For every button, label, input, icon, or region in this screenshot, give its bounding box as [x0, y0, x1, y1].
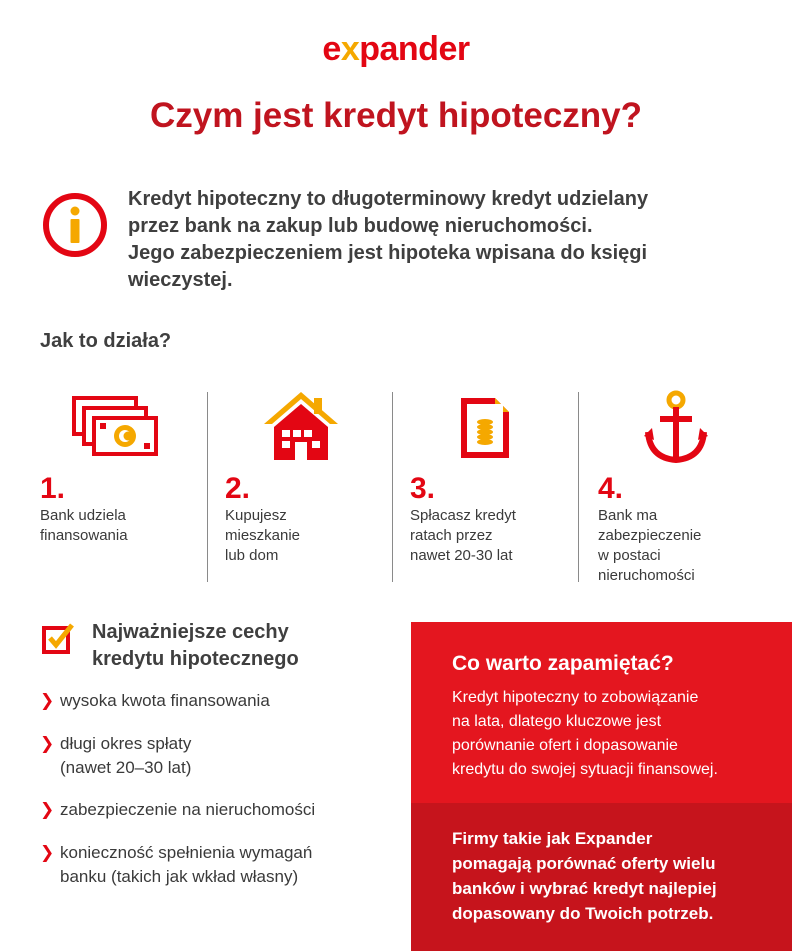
- features-heading-line: Najważniejsze cechy: [92, 621, 289, 643]
- step-text-line: Bank udziela: [40, 507, 126, 524]
- step-divider: [392, 392, 393, 582]
- step-divider: [578, 392, 579, 582]
- feature-item: [40, 798, 315, 822]
- feature-text: banku (takich jak wkład własny): [60, 867, 299, 886]
- remember-line: kredytu do swojej sytuacji finansowej.: [452, 761, 718, 778]
- chevron-right-icon: ❯: [40, 734, 55, 753]
- feature-item: [40, 841, 312, 889]
- money-icon: [72, 396, 160, 458]
- step-text-line: ratach przez: [410, 527, 493, 544]
- remember-text: [452, 686, 772, 782]
- info-icon: [42, 192, 108, 258]
- step-text: [225, 506, 385, 566]
- step-number: 4.: [598, 472, 624, 505]
- remember-line: Kredyt hipoteczny to zobowiązanie: [452, 689, 699, 706]
- feature-text: (nawet 20–30 lat): [60, 758, 192, 777]
- step-text-line: finansowania: [40, 527, 128, 544]
- remember-line: porównanie ofert i dopasowanie: [452, 737, 678, 754]
- feature-text: długi okres spłaty: [60, 734, 192, 753]
- step-text: [410, 506, 570, 566]
- chevron-right-icon: ❯: [40, 843, 55, 862]
- step-text-line: mieszkanie: [225, 527, 301, 544]
- step-number: 2.: [225, 472, 251, 505]
- expander-line: pomagają porównać oferty wielu: [452, 854, 716, 873]
- step-number: 3.: [410, 472, 436, 505]
- feature-item: [40, 732, 191, 780]
- chevron-right-icon: ❯: [40, 800, 55, 819]
- step-number: 1.: [40, 472, 66, 505]
- intro-line: Jego zabezpieczeniem jest hipoteka wpisana do księgi: [128, 242, 648, 264]
- intro-line: przez bank na zakup lub budowę nieruchomości.: [128, 215, 593, 237]
- step-divider: [207, 392, 208, 582]
- feature-text: wysoka kwota finansowania: [60, 691, 270, 710]
- step-text-line: lub dom: [225, 547, 279, 564]
- document-coins-icon: [459, 396, 511, 460]
- feature-text: konieczność spełnienia wymagań: [60, 843, 313, 862]
- checkbox-icon: [42, 622, 74, 654]
- page-title: Czym jest kredyt hipoteczny?: [149, 96, 643, 135]
- expander-text: [452, 826, 782, 926]
- expander-line: Firmy takie jak Expander: [452, 829, 653, 848]
- features-heading-line: kredytu hipotecznego: [92, 648, 299, 670]
- step-text: [40, 506, 200, 546]
- step-text-line: nawet 20-30 lat: [410, 547, 513, 564]
- remember-heading: Co warto zapamiętać?: [452, 652, 674, 675]
- step-text-line: w postaci: [598, 547, 661, 564]
- step-text-line: nieruchomości: [598, 567, 695, 584]
- anchor-icon: [644, 390, 708, 464]
- step-text-line: Bank ma: [598, 507, 658, 524]
- step-text-line: zabezpieczenie: [598, 527, 702, 544]
- logo-prefix: e: [322, 30, 341, 68]
- expander-logo: [0, 30, 792, 69]
- expander-line: banków i wybrać kredyt najlepiej: [452, 879, 717, 898]
- logo-x: x: [340, 30, 360, 68]
- step-text: [598, 506, 758, 586]
- intro-text: [128, 186, 778, 294]
- step-text-line: Spłacasz kredyt: [410, 507, 516, 524]
- chevron-right-icon: ❯: [40, 691, 55, 710]
- feature-item: [40, 689, 270, 713]
- intro-line: Kredyt hipoteczny to długoterminowy kredyt udzielany: [128, 188, 649, 210]
- house-icon: [262, 390, 340, 462]
- features-heading: [92, 619, 392, 673]
- how-it-works-heading: Jak to działa?: [40, 330, 172, 352]
- expander-line: dopasowany do Twoich potrzeb.: [452, 904, 714, 923]
- intro-line: wieczystej.: [128, 269, 233, 291]
- step-text-line: Kupujesz: [225, 507, 287, 524]
- remember-line: na lata, dlatego kluczowe jest: [452, 713, 662, 730]
- feature-text: zabezpieczenie na nieruchomości: [60, 800, 316, 819]
- logo-suffix: pander: [359, 30, 470, 68]
